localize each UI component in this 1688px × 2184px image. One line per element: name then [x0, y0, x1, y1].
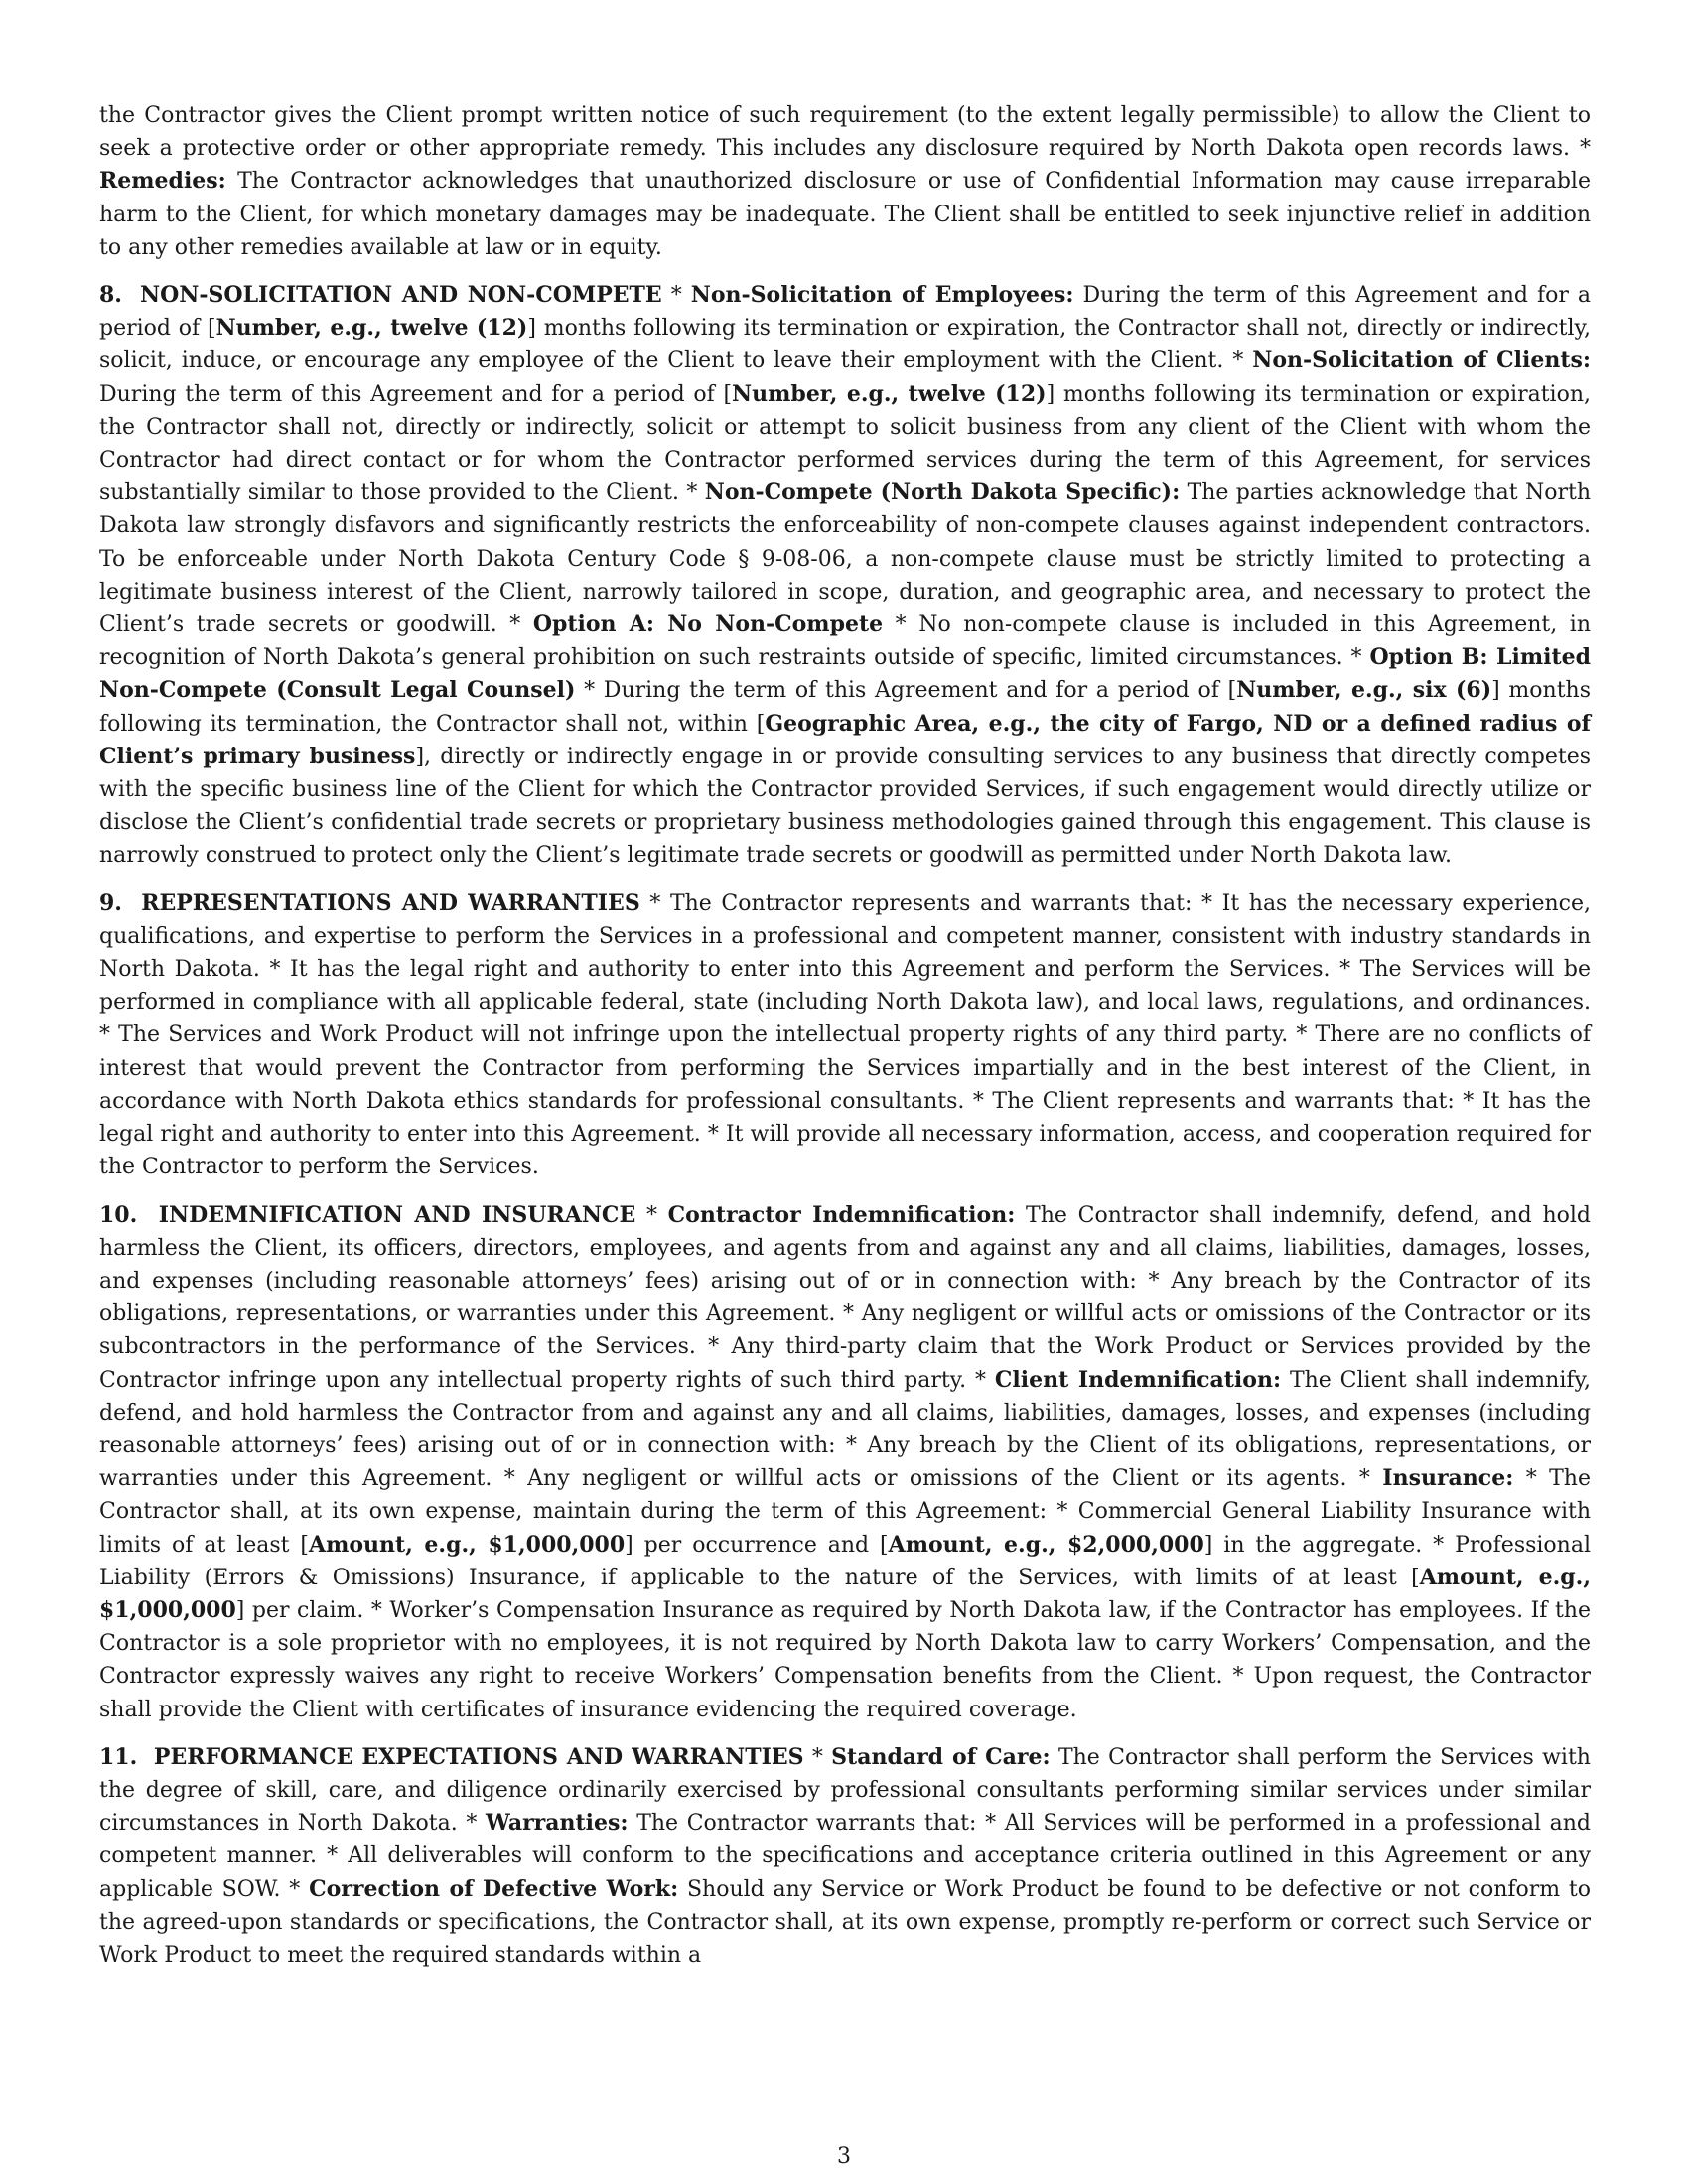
- section-heading: REPRESENTATIONS AND WARRANTIES: [141, 889, 640, 916]
- section-10-indemnification: 10. INDEMNIFICATION AND INSURANCE * Contractor Indemnification: The Contractor shall indemnify, defend, and hold harmless the Client, its officers, directors, employees, and agents from and against any and all claims, liabilities, damages, losses, and expenses (including reasonable attorneys’ fees) arising out of or in connection with: * Any breach by the Contractor of its obligations, representations, or warranties under this Agreement. * Any negligent or willful acts or omissions of the Contractor or its subcontractors in the performance of the Services. * Any third-party claim that the Work Product or Services provided by the Contractor infringe upon any intellectual property rights of such third party. * Client Indemnification: The Client shall indemnify, defend, and hold harmless the Contractor from and against any and all claims, liabilities, damages, losses, and expenses (including reasonable attorneys’ fees) arising out of or in connection with: * Any breach by the Client of its obligations, representations, or warranties under this Agreement. * Any negligent or willful acts or omissions of the Client or its agents. * Insurance: * The Contractor shall, at its own expense, maintain during the term of this Agreement: * Commercial General Liability Insurance with limits of at least [Amount, e.g., $1,000,000] per occurrence and [Amount, e.g., $2,000,000] in the aggregate. * Professional Liability (Errors & Omissions) Insurance, if applicable to the nature of the Services, with limits of at least [Amount, e.g., $1,000,000] per claim. * Worker’s Compensation Insurance as required by North Dakota law, if the Contractor has employees. If the Contractor is a sole proprietor with no employees, it is not required by North Dakota law to carry Workers’ Compensation, and the Contractor expressly waives any right to receive Workers’ Compensation benefits from the Client. * Upon request, the Contractor shall provide the Client with certificates of insurance evidencing the required coverage.: [99, 1201, 1592, 1722]
- section-11-performance: 11. PERFORMANCE EXPECTATIONS AND WARRANTIES * Standard of Care: The Contractor shall perform the Services with the degree of skill, care, and diligence ordinarily exercised by professional consultants performing similar services under similar circumstances in North Dakota. * Warranties: The Contractor warrants that: * All Services will be performed in a professional and competent manner. * All deliverables will conform to the specifications and acceptance criteria outlined in this Agreement or any applicable SOW. * Correction of Defective Work: Should any Service or Work Product be found to be defective or not conform to the agreed-upon standards or specifications, the Contractor shall, at its own expense, promptly re-perform or correct such Service or Work Product to meet the required standards within a: [99, 1743, 1591, 1968]
- section-number: 11.: [99, 1743, 138, 1770]
- section-8-non-solicitation: 8. NON-SOLICITATION AND NON-COMPETE * Non-Solicitation of Employees: During the term of this Agreement and for a period of [Number, e.g., twelve (12)] months following its termination or expiration, the Contractor shall not, directly or indirectly, solicit, induce, or encourage any employee of the Client to leave their employment with the Client. * Non-Solicitation of Clients: During the term of this Agreement and for a period of [Number, e.g., twelve (12)] months following its termination or expiration, the Contractor shall not, directly or indirectly, solicit or attempt to solicit business from any client of the Client with whom the Contractor had direct contact or for whom the Contractor performed services during the term of this Agreement, for services substantially similar to those provided to the Client. * Non-Compete (North Dakota Specific): The parties acknowledge that North Dakota law strongly disfavors and significantly restricts the enforceability of non-compete clauses against independent contractors. To be enforceable under North Dakota Century Code § 9-08-06, a non-compete clause must be strictly limited to protecting a legitimate business interest of the Client, narrowly tailored in scope, duration, and geographic area, and necessary to protect the Client’s trade secrets or goodwill. * Option A: No Non-Compete * No non-compete clause is included in this Agreement, in recognition of North Dakota’s general prohibition on such restraints outside of specific, limited circumstances. * Option B: Limited Non-Compete (Consult Legal Counsel) * During the term of this Agreement and for a period of [Number, e.g., six (6)] months following its termination, the Contractor shall not, within [Geographic Area, e.g., the city of Fargo, ND or a defined radius of Client’s primary business], directly or indirectly engage in or provide consulting services to any business that directly competes with the specific business line of the Client for which the Contractor provided Services, if such engagement would directly utilize or disclose the Client’s confidential trade secrets or proprietary business methodologies gained through this engagement. This clause is narrowly construed to protect only the Client’s legitimate trade secrets or goodwill as permitted under North Dakota law.: [99, 282, 1592, 869]
- section-number: 8.: [99, 282, 122, 309]
- section-heading: PERFORMANCE EXPECTATIONS AND WARRANTIES: [153, 1743, 804, 1770]
- page-number: 3: [837, 2144, 851, 2169]
- section-9-representations: 9. REPRESENTATIONS AND WARRANTIES * The Contractor represents and warrants that: * It has the necessary experience, qualifications, and expertise to perform the Services in a professional and competent manner, consistent with industry standards in North Dakota. * It has the legal right and authority to enter into this Agreement and perform the Services. * The Services will be performed in compliance with all applicable federal, state (including North Dakota law), and local laws, regulations, and ordinances. * The Services and Work Product will not infringe upon the intellectual property rights of any third party. * There are no conflicts of interest that would prevent the Contractor from performing the Services impartially and in the best interest of the Client, in accordance with North Dakota ethics standards for professional consultants. * The Client represents and warrants that: * It has the legal right and authority to enter into this Agreement. * It will provide all necessary information, access, and cooperation required for the Contractor to perform the Services.: [99, 889, 1591, 1180]
- section-heading: NON-SOLICITATION AND NON-COMPETE: [140, 282, 662, 309]
- section-heading: INDEMNIFICATION AND INSURANCE: [158, 1201, 636, 1228]
- section-number: 9.: [99, 889, 122, 916]
- paragraph-confidentiality-continuation: the Contractor gives the Client prompt written notice of such requirement (to the extent legally permissible) to allow the Client to seek a protective order or other appropriate remedy. This includes any disclosure required by North Dakota open records laws. * Remedies: The Contractor acknowledges that unauthorized disclosure or use of Confidential Information may cause irreparable harm to the Client, for which monetary damages may be inadequate. The Client shall be entitled to seek injunctive relief in addition to any other remedies available at law or in equity.: [99, 103, 1591, 260]
- section-number: 10.: [99, 1201, 138, 1228]
- document-page: [99, 99, 1591, 1986]
